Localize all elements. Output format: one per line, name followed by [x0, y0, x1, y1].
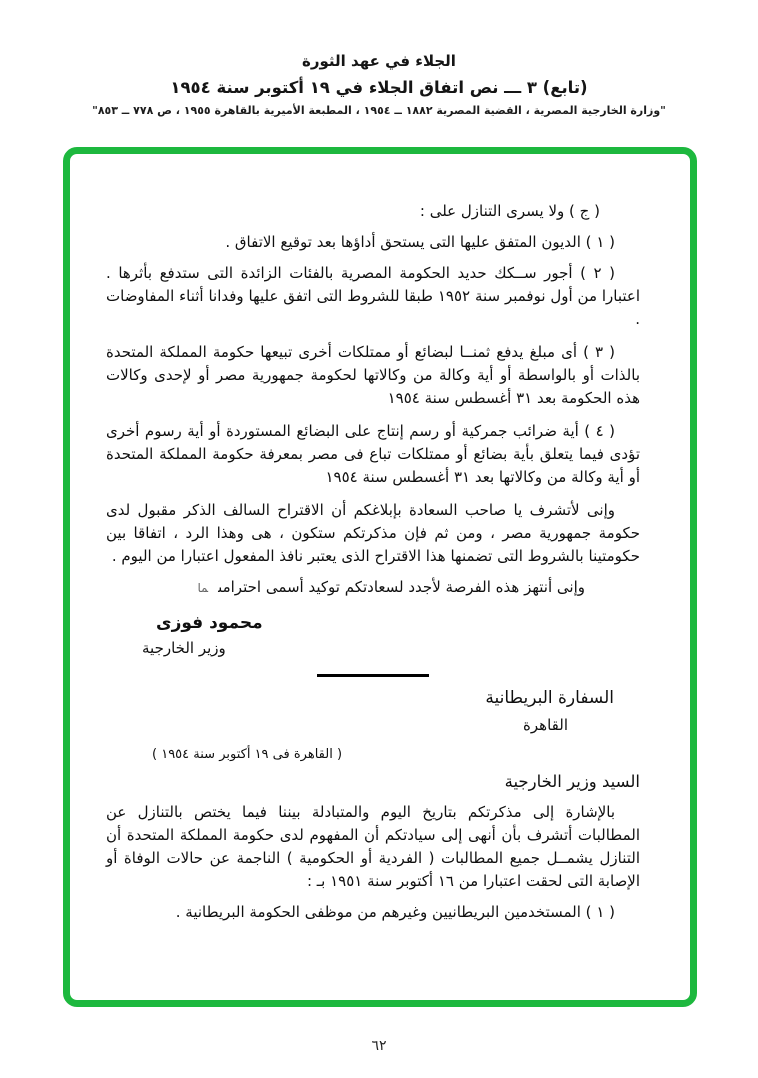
- salutation: السيد وزير الخارجية: [504, 772, 640, 791]
- courtesy-text: وإنى أنتهز هذه الفرصة لأجدد لسعادتكم توكيد أسمى احترامى: [218, 578, 585, 596]
- reply-paragraph: بالإشارة إلى مذكرتكم بتاريخ اليوم والمتبادلة بيننا فيما يختص بالتنازل عن المطالبات أتشرف بأن أنهى إلى سيادتكم أن المفهوم لدى حكومة المملكة المتحدة أن التنازل يشمــل جميع المطالبات ( الفردية أو الحكومية ) الناجمة عن حالات الوفاة أو الإصابة التى لحقت اعتبارا من ١٦ أكتوبر سنة ١٩٥١ بـ :: [106, 803, 640, 890]
- source-citation: "وزارة الخارجية المصرية ، القضية المصرية ١٨٨٢ ــ ١٩٥٤ ، المطبعة الأميرية بالقاهرة ١٩٥٥ ، ص ٧٧٨ ــ ٨٥٣": [92, 104, 666, 117]
- clause-item-1: ( ١ ) الديون المتفق عليها التى يستحق أداؤها بعد توقيع الاتفاق .: [225, 233, 615, 251]
- document-body: [70, 154, 690, 932]
- date-line: ( القاهرة فى ١٩ أكتوبر سنة ١٩٥٤ ): [152, 747, 343, 762]
- embassy-city: القاهرة: [523, 716, 568, 734]
- clause-item-3: ( ٣ ) أى مبلغ يدفع ثمنــا لبضائع أو ممتلكات أخرى تبيعها حكومة المملكة المتحدة بالذات أو بالواسطة أو أية وكالة من وكالاتها لحكومة جمهورية مصر أو لإحدى وكالات هذه الحكومة بعد ٣١ أغسطس سنة ١٩٥٤: [106, 343, 640, 407]
- closing-paragraph: وإنى لأتشرف يا صاحب السعادة بإبلاغكم أن الاقتراح السالف الذكر مقبول لدى حكومة جمهورية مصر ، ومن ثم فإن مذكرتكم ستكون ، هى وهذا الرد ، اتفاقا بين حكومتينا بالشروط التى تضمنها هذا الاقتراح الذى يعتبر نافذ المفعول اعتبارا من اليوم .: [106, 501, 640, 565]
- signature-name: محمود فوزى: [156, 613, 263, 633]
- section-divider-rule: [317, 674, 429, 677]
- page-number: ٦٢: [371, 1038, 387, 1054]
- section-heading: (تابع) ٣ ـــ نص اتفاق الجلاء في ١٩ أكتوبر سنة ١٩٥٤: [170, 78, 588, 97]
- page-header: [0, 52, 758, 117]
- clause-item-2: ( ٢ ) أجور ســكك حديد الحكومة المصرية بالفئات الزائدة التى ستدفع بأثرها . اعتبارا من أول نوفمبر سنة ١٩٥٢ طبقا للشروط التى اتفق عليها وفدانا أثناء المفاوضات .: [106, 264, 640, 328]
- clause-item-4: ( ٤ ) أية ضرائب جمركية أو رسم إنتاج على البضائع المستوردة أو أية رسوم أخرى تؤدى فيما يتعلق بأية بضائع أو ممتلكات تباع فى مصر بمعرفة حكومة المملكة المتحدة أو أية وكالة من وكالاتها بعد ٣١ أغسطس سنة ١٩٥٤: [106, 422, 640, 486]
- clause-j-intro: ( ج ) ولا يسرى التنازل على :: [419, 202, 600, 220]
- signature-title: وزير الخارجية: [142, 639, 226, 657]
- book-title: الجلاء في عهد الثورة: [302, 52, 456, 70]
- reply-item-1: ( ١ ) المستخدمين البريطانيين وغيرهم من موظفى الحكومة البريطانية .: [175, 903, 615, 921]
- courtesy-line: [106, 576, 640, 600]
- stray-ink-mark: ما: [197, 581, 209, 595]
- embassy-name: السفارة البريطانية: [485, 688, 614, 708]
- highlight-box: [63, 147, 697, 1007]
